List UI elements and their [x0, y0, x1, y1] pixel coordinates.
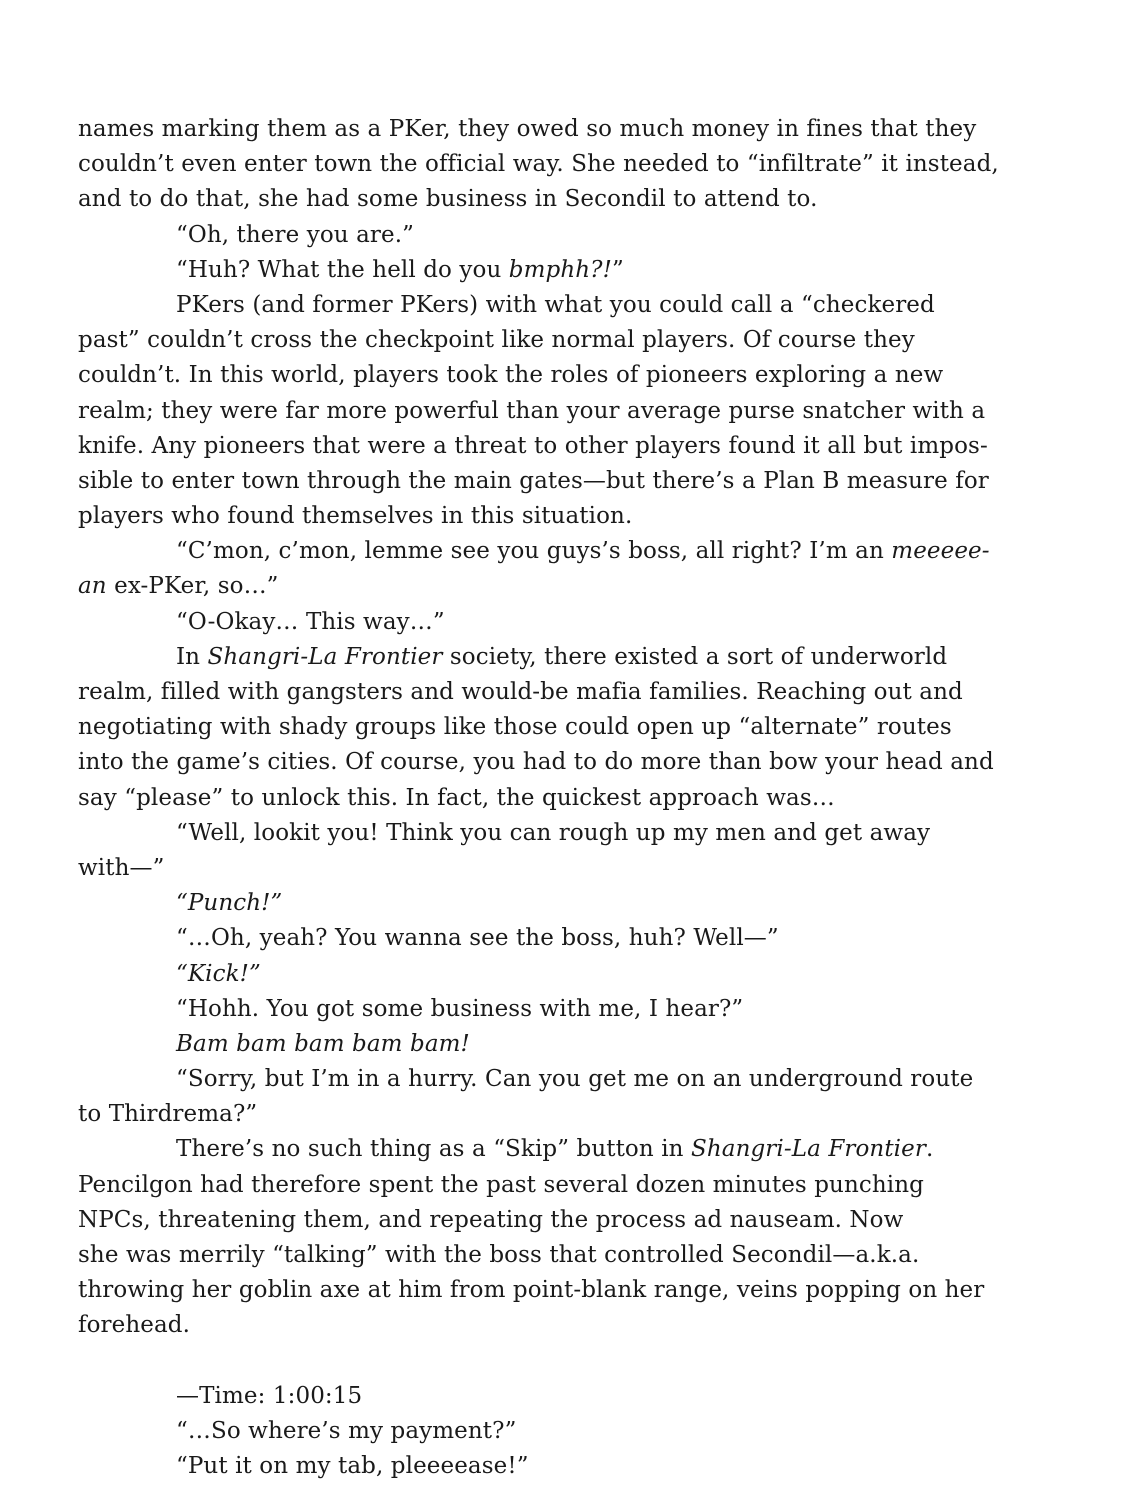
page-body [78, 112, 999, 1484]
text-line: say “please” to unlock this. In fact, the quickest approach was… [78, 784, 835, 811]
text-line: past” couldn’t cross the checkpoint like normal players. Of course they [78, 327, 915, 354]
dialogue-line [78, 534, 990, 569]
text-line: negotiating with shady groups like those could open up “alternate” routes [78, 714, 952, 741]
text-line: PKers (and former PKers) with what you could call a “checkered [176, 291, 935, 318]
sound-effect-line [78, 1027, 990, 1062]
section-break [78, 1344, 990, 1379]
italic-span: Shangri-La Frontier [690, 1136, 926, 1163]
text-line: names marking them as a PKer, they owed so much money in fines that they [78, 116, 977, 142]
text-line [78, 1132, 990, 1167]
dialogue-line: “Well, lookit you! Think you can rough up my men and get away [176, 819, 931, 846]
italic-span: an [78, 573, 107, 600]
text-line: sible to enter town through the main gates—but there’s a Plan B measure for [78, 467, 989, 494]
text-span: society, there existed a sort of underworld [442, 643, 948, 670]
dialogue-line [78, 957, 990, 992]
italic-span: “Punch!” [176, 890, 283, 917]
dialogue-line: “Sorry, but I’m in a hurry. Can you get me on an underground route [176, 1066, 974, 1093]
text-line [78, 640, 990, 675]
italic-span: meeeee- [891, 538, 990, 565]
dialogue-line: to Thirdrema?” [78, 1101, 258, 1128]
text-line: couldn’t even enter town the official way. She needed to “infiltrate” it instead, [78, 151, 999, 178]
dialogue-line: “…Oh, yeah? You wanna see the boss, huh? Well—” [176, 925, 779, 952]
text-span: “Huh? What the hell do you [176, 256, 509, 283]
text-line: realm; they were far more powerful than your average purse snatcher with a [78, 397, 986, 424]
text-line: throwing her goblin axe at him from point-blank range, veins popping on her [78, 1277, 985, 1304]
text-line: knife. Any pioneers that were a threat to other players found it all but impos- [78, 432, 988, 459]
text-line: couldn’t. In this world, players took the roles of pioneers exploring a new [78, 362, 944, 389]
dialogue-line: “O-Okay… This way…” [176, 608, 445, 635]
text-span: ex-PKer, so…” [106, 573, 279, 600]
dialogue-line [78, 253, 990, 288]
text-span: ” [611, 256, 624, 283]
time-marker: —Time: 1:00:15 [176, 1382, 363, 1409]
italic-span: Shangri-La Frontier [207, 643, 443, 670]
text-line: and to do that, she had some business in Secondil to attend to. [78, 186, 818, 213]
text-line: realm, filled with gangsters and would-be mafia families. Reaching out and [78, 679, 963, 705]
italic-span: Bam bam bam bam bam! [176, 1030, 470, 1057]
dialogue-line [78, 569, 990, 604]
text-line: forehead. [78, 1312, 191, 1339]
text-span: “C’mon, c’mon, lemme see you guys’s boss, all right? I’m an [176, 538, 892, 565]
text-line: she was merrily “talking” with the boss that controlled Secondil—a.k.a. [78, 1242, 920, 1268]
text-line: Pencilgon had therefore spent the past several dozen minutes punching [78, 1171, 924, 1198]
italic-span: “Kick!” [176, 960, 261, 987]
dialogue-line: “Hohh. You got some business with me, I hear?” [176, 995, 744, 1022]
dialogue-line: “Put it on my tab, pleeeease!” [176, 1453, 529, 1480]
text-span: . [925, 1136, 934, 1163]
text-line: players who found themselves in this situation. [78, 503, 633, 530]
dialogue-line: with—” [78, 854, 165, 881]
dialogue-line: “Oh, there you are.” [176, 221, 414, 248]
text-line: into the game’s cities. Of course, you had to do more than bow your head and [78, 749, 994, 776]
text-span: In [176, 643, 208, 670]
text-span: There’s no such thing as a “Skip” button in [176, 1136, 691, 1163]
text-line: NPCs, threatening them, and repeating the process ad nauseam. Now [78, 1206, 904, 1233]
dialogue-line: “…So where’s my payment?” [176, 1417, 517, 1444]
dialogue-line [78, 886, 990, 921]
italic-span: bmphh?! [508, 256, 612, 283]
